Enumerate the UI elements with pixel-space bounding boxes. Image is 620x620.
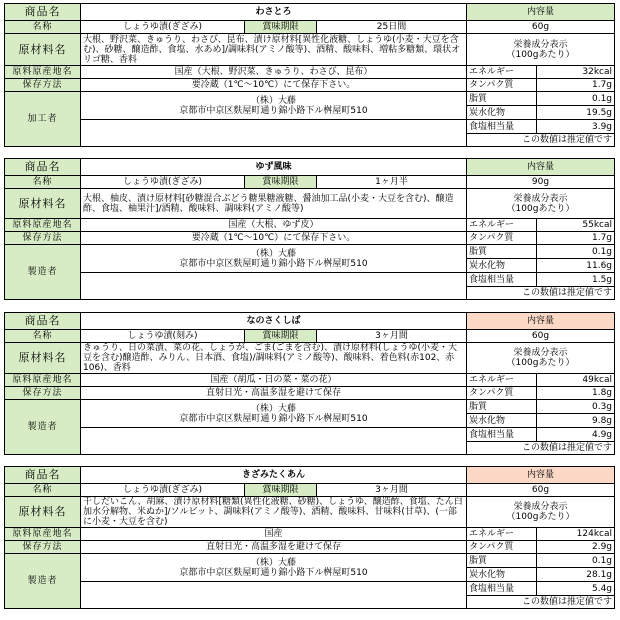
- company-name: （株）大藤: [250, 403, 296, 414]
- label-name: 名称: [5, 176, 81, 189]
- company-name: （株）大藤: [250, 248, 296, 259]
- fat-value: 0.3g: [537, 400, 615, 414]
- label-fat: 脂質: [467, 554, 537, 568]
- nutrition-per: （100gあたり）: [506, 358, 575, 368]
- carbs-value: 28.1g: [537, 568, 615, 582]
- company-address: 京都市中京区麩屋町通り錦小路下ル桝屋町510: [179, 105, 368, 116]
- nutrition-title: 栄養成分表示: [513, 39, 568, 50]
- label-manufacturer: 製造者: [5, 554, 81, 609]
- company-name: （株）大藤: [250, 557, 296, 568]
- storage-value: 直射日光・高温多湿を避けて保存: [81, 387, 467, 400]
- label-carbs: 炭水化物: [467, 106, 537, 120]
- origin-value: 国産（大根、ゆず皮）: [81, 219, 467, 232]
- nutrition-per: （100gあたり）: [506, 49, 575, 60]
- nutrition-title: 栄養成分表示: [513, 502, 568, 512]
- product-name: きざみたくあん: [81, 467, 467, 484]
- company-address: 京都市中京区麩屋町通り錦小路下ル桝屋町510: [179, 258, 368, 269]
- company-block: [81, 554, 467, 582]
- expiry-value: 25日間: [317, 21, 467, 34]
- label-energy: エネルギー: [467, 219, 537, 232]
- content-amount: 90g: [467, 176, 615, 189]
- expiry-value: 3ヶ月間: [317, 330, 467, 343]
- protein-value: 1.7g: [537, 232, 615, 245]
- label-protein: タンパク質: [467, 387, 537, 400]
- storage-value: 要冷蔵（1℃～10℃）にて保存下さい。: [81, 79, 467, 92]
- nutrition-title: 栄養成分表示: [513, 348, 568, 358]
- carbs-value: 11.6g: [537, 259, 615, 273]
- label-expiry: 賞味期限: [245, 330, 317, 343]
- company-block: [81, 92, 467, 120]
- fat-value: 0.1g: [537, 554, 615, 568]
- ingredients-text: 干しだいこん、胡麻、漬け原材料[糖類(異性化液糖、砂糖)、しょうゆ、醸造酢、食塩、たん白加水分解物、米ぬか]/ソルビット、調味料(アミノ酸等)、酒精、酸味料、甘味料(甘草)、(一部に小麦・大豆を含む): [81, 497, 467, 528]
- label-salt: 食塩相当量: [467, 273, 537, 287]
- label-name: 名称: [5, 21, 81, 34]
- product-table-4: [4, 466, 615, 609]
- content-amount: 60g: [467, 484, 615, 497]
- label-origin: 原料原産地名: [5, 66, 81, 79]
- label-energy: エネルギー: [467, 374, 537, 387]
- origin-value: 国産（胡瓜・日の菜・菜の花）: [81, 374, 467, 387]
- label-ingredients: 原材料名: [5, 34, 81, 66]
- label-carbs: 炭水化物: [467, 259, 537, 273]
- company-address: 京都市中京区麩屋町通り錦小路下ル桝屋町510: [179, 567, 368, 578]
- label-content: 内容量: [467, 313, 615, 330]
- label-processor: 加工者: [5, 92, 81, 147]
- expiry-value: 1ヶ月半: [317, 176, 467, 189]
- label-origin: 原料原産地名: [5, 219, 81, 232]
- label-name: 名称: [5, 484, 81, 497]
- nutrition-header: [467, 497, 615, 528]
- label-expiry: 賞味期限: [245, 176, 317, 189]
- company-block: [81, 245, 467, 273]
- ingredients-text: 大根、柚皮、漬け原材料[砂糖混合ぶどう糖果糖液糖、醤油加工品(小麦・大豆を含む)、醸造酢、食塩、柚果汁]/酒精、酸味料、調味料(アミノ酸等): [81, 189, 467, 219]
- product-name: ゆず風味: [81, 159, 467, 176]
- product-type: しょうゆ漬(刻み): [81, 330, 245, 343]
- fat-value: 0.1g: [537, 245, 615, 259]
- label-origin: 原料原産地名: [5, 374, 81, 387]
- label-manufacturer: 製造者: [5, 245, 81, 300]
- content-amount: 60g: [467, 330, 615, 343]
- blank-area: [81, 428, 467, 455]
- origin-value: 国産: [81, 528, 467, 541]
- label-ingredients: 原材料名: [5, 497, 81, 528]
- label-salt: 食塩相当量: [467, 120, 537, 134]
- label-product-name: 商品名: [5, 313, 81, 330]
- estimate-note: この数値は推定値です: [467, 134, 615, 147]
- energy-value: 32kcal: [537, 66, 615, 79]
- energy-value: 49kcal: [537, 374, 615, 387]
- label-content: 内容量: [467, 4, 615, 21]
- storage-value: 要冷蔵（1℃～10℃）にて保存下さい。: [81, 232, 467, 245]
- blank-area: [81, 582, 467, 609]
- protein-value: 2.9g: [537, 541, 615, 554]
- carbs-value: 19.5g: [537, 106, 615, 120]
- content-amount: 60g: [467, 21, 615, 34]
- label-protein: タンパク質: [467, 541, 537, 554]
- label-content: 内容量: [467, 159, 615, 176]
- energy-value: 124kcal: [537, 528, 615, 541]
- label-fat: 脂質: [467, 92, 537, 106]
- product-table-3: [4, 312, 615, 455]
- salt-value: 5.4g: [537, 582, 615, 596]
- label-expiry: 賞味期限: [245, 484, 317, 497]
- label-carbs: 炭水化物: [467, 414, 537, 428]
- nutrition-title: 栄養成分表示: [513, 193, 568, 204]
- label-storage: 保存方法: [5, 541, 81, 554]
- expiry-value: 3ヶ月間: [317, 484, 467, 497]
- company-name: （株）大藤: [250, 95, 296, 106]
- label-product-name: 商品名: [5, 4, 81, 21]
- label-storage: 保存方法: [5, 79, 81, 92]
- label-ingredients: 原材料名: [5, 343, 81, 374]
- label-protein: タンパク質: [467, 79, 537, 92]
- carbs-value: 9.8g: [537, 414, 615, 428]
- label-origin: 原料原産地名: [5, 528, 81, 541]
- label-content: 内容量: [467, 467, 615, 484]
- nutrition-header: [467, 34, 615, 66]
- label-storage: 保存方法: [5, 387, 81, 400]
- label-carbs: 炭水化物: [467, 568, 537, 582]
- label-energy: エネルギー: [467, 66, 537, 79]
- label-storage: 保存方法: [5, 232, 81, 245]
- label-product-name: 商品名: [5, 467, 81, 484]
- estimate-note: この数値は推定値です: [467, 287, 615, 300]
- estimate-note: この数値は推定値です: [467, 596, 615, 609]
- label-expiry: 賞味期限: [245, 21, 317, 34]
- product-table-2: [4, 158, 615, 300]
- storage-value: 直射日光・高温多湿を避けて保存: [81, 541, 467, 554]
- label-salt: 食塩相当量: [467, 582, 537, 596]
- product-type: しょうゆ漬(ぎざみ): [81, 176, 245, 189]
- energy-value: 55kcal: [537, 219, 615, 232]
- label-protein: タンパク質: [467, 232, 537, 245]
- label-salt: 食塩相当量: [467, 428, 537, 442]
- blank-area: [81, 120, 467, 147]
- nutrition-header: [467, 343, 615, 374]
- protein-value: 1.8g: [537, 387, 615, 400]
- nutrition-header: [467, 189, 615, 219]
- label-name: 名称: [5, 330, 81, 343]
- salt-value: 4.9g: [537, 428, 615, 442]
- product-table-1: [4, 3, 615, 147]
- product-name: わさとろ: [81, 4, 467, 21]
- label-manufacturer: 製造者: [5, 400, 81, 455]
- product-type: しょうゆ漬(ぎざみ): [81, 21, 245, 34]
- label-fat: 脂質: [467, 400, 537, 414]
- estimate-note: この数値は推定値です: [467, 442, 615, 455]
- ingredients-text: きゅうり、日の菜漬、菜の花、しょうが、ごま(ごまを含む)、漬け原材料(しょうゆ(小麦・大豆を含む)醸造酢、みりん、日本酒、食塩)/調味料(アミノ酸等)、酸味料、着色料(赤102、赤106)、香料: [81, 343, 467, 374]
- label-energy: エネルギー: [467, 528, 537, 541]
- ingredients-text: 大根、野沢菜、きゅうり、わさび、昆布、漬け原材料[異性化液糖、しょうゆ(小麦・大豆を含む)、砂糖、醸造酢、食塩、水あめ]/調味料(アミノ酸等)、酒精、酸味料、増粘多糖類、環状オリゴ糖、香料: [81, 34, 467, 66]
- salt-value: 1.5g: [537, 273, 615, 287]
- product-type: しょうゆ漬(ぎざみ): [81, 484, 245, 497]
- label-product-name: 商品名: [5, 159, 81, 176]
- protein-value: 1.7g: [537, 79, 615, 92]
- company-block: [81, 400, 467, 428]
- company-address: 京都市中京区麩屋町通り錦小路下ル桝屋町510: [179, 413, 368, 424]
- nutrition-per: （100gあたり）: [506, 512, 575, 522]
- fat-value: 0.1g: [537, 92, 615, 106]
- label-fat: 脂質: [467, 245, 537, 259]
- nutrition-per: （100gあたり）: [506, 203, 575, 214]
- product-name: なのさくしば: [81, 313, 467, 330]
- origin-value: 国産（大根、野沢菜、きゅうり、わさび、昆布）: [81, 66, 467, 79]
- salt-value: 3.9g: [537, 120, 615, 134]
- label-ingredients: 原材料名: [5, 189, 81, 219]
- blank-area: [81, 273, 467, 300]
